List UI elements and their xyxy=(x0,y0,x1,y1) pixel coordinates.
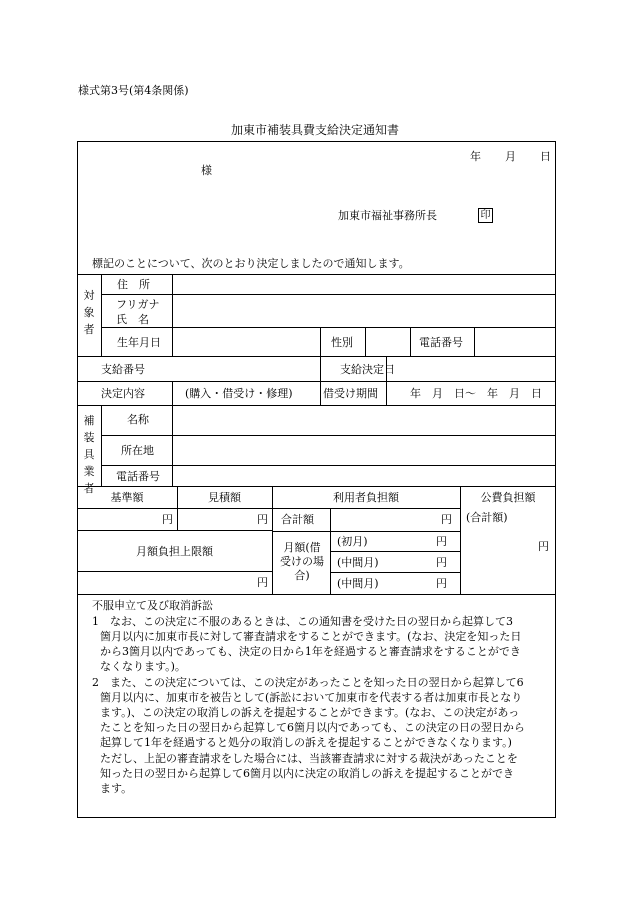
estimate-header: 見積額 xyxy=(208,491,241,504)
vendor-phone-label: 電話番号 xyxy=(116,470,160,483)
base-amount-header: 基準額 xyxy=(110,491,144,504)
middle-month-yen-1: 円 xyxy=(436,556,447,569)
appeal-line-4: なくなります。)。 xyxy=(100,660,186,673)
appeal-line-5: 2 また、この決定については、この決定があったことを知った日の翌日から起算して6 xyxy=(92,676,524,689)
middle-month-label-2: (中間月) xyxy=(337,577,379,590)
monthly-limit-label: 月額負担上限額 xyxy=(136,545,213,558)
user-burden-header: 利用者負担額 xyxy=(333,491,399,504)
total-yen: 円 xyxy=(441,513,452,526)
rule-2 xyxy=(101,294,556,295)
rule-1 xyxy=(77,274,556,275)
rule-5 xyxy=(77,381,556,382)
monthly-lease-label: 月額(借受けの場合) xyxy=(280,541,324,582)
rule-10 xyxy=(77,508,460,509)
vline-k xyxy=(330,508,331,594)
decision-options: (購入・借受け・修理) xyxy=(185,387,293,400)
form-number: 様式第3号(第4条関係) xyxy=(78,84,189,97)
public-total-label: (合計額) xyxy=(466,511,508,524)
appeal-line-12: ます。 xyxy=(100,782,133,795)
rule-12 xyxy=(272,531,460,532)
phone-label: 電話番号 xyxy=(419,336,463,349)
vline-b xyxy=(172,381,173,405)
appeal-line-7: ます。)、この決定の取消しの訴えを提起することができます。(なお、この決定があっ xyxy=(100,706,520,719)
appeal-line-1: 1 なお、この決定に不服のあるときは、この通知書を受けた日の翌日から起算して3 xyxy=(92,615,513,628)
appeal-line-6: 箇月以内に、加東市を被告として(訴訟において加東市を代表する者は加東市長となり xyxy=(100,691,523,704)
public-burden-header: 公費負担額 xyxy=(480,491,536,504)
lease-period-label: 借受け期間 xyxy=(323,387,378,400)
gender-label: 性別 xyxy=(331,336,353,349)
vline-h xyxy=(474,327,475,356)
birthdate-label: 生年月日 xyxy=(117,336,161,349)
appeal-line-11: 知った日の翌日から起算して6箇月以内に決定の取消しの訴えを提起することができ xyxy=(100,767,514,780)
rule-6 xyxy=(77,405,556,406)
vline-vendor xyxy=(101,405,102,486)
date-day-label: 日 xyxy=(540,150,551,163)
monthly-limit-yen: 円 xyxy=(257,576,268,589)
lease-period-value: 年 月 日～ 年 月 日 xyxy=(410,387,542,400)
document-title: 加東市補装具費支給決定通知書 xyxy=(230,123,399,137)
rule-4 xyxy=(77,356,556,357)
appeal-line-9: 起算して1年を経過すると処分の取消しの訴えを提起することができなくなります。) xyxy=(100,736,512,749)
rule-3 xyxy=(101,327,556,328)
rule-15 xyxy=(330,572,460,573)
first-month-yen: 円 xyxy=(436,535,447,548)
vendor-name-label: 名称 xyxy=(127,413,149,426)
issuer-name: 加東市福祉事務所長 xyxy=(338,209,437,222)
vline-a xyxy=(172,274,173,356)
appeal-line-8: たことを知った日の翌日から起算して6箇月以内であっても、この決定の日の翌日から xyxy=(100,721,525,734)
intro-text: 標記のことについて、次のとおり決定しましたので通知します。 xyxy=(92,257,410,270)
rule-9 xyxy=(77,486,556,487)
target-section-label: 対象者 xyxy=(83,289,95,336)
appeal-heading: 不服申立て及び取消訴訟 xyxy=(92,599,213,612)
vline-d xyxy=(320,327,321,405)
vendor-location-label: 所在地 xyxy=(121,444,154,457)
decision-content-label: 決定内容 xyxy=(101,387,145,400)
base-yen: 円 xyxy=(162,513,173,526)
first-month-label: (初月) xyxy=(337,535,368,548)
vline-c xyxy=(172,405,173,486)
vline-target xyxy=(101,274,102,356)
rule-7 xyxy=(101,435,556,436)
payment-decision-date-label: 支給決定日 xyxy=(340,363,395,376)
furigana-label: フリガナ xyxy=(116,298,160,311)
address-label: 住 所 xyxy=(117,278,150,291)
payment-number-label: 支給番号 xyxy=(101,363,145,376)
rule-8 xyxy=(101,465,556,466)
vline-e xyxy=(365,327,366,356)
middle-month-yen-2: 円 xyxy=(436,577,447,590)
middle-month-label-1: (中間月) xyxy=(337,556,379,569)
vline-g xyxy=(410,327,411,356)
estimate-yen: 円 xyxy=(257,513,268,526)
rule-14 xyxy=(77,571,272,572)
rule-13 xyxy=(330,551,460,552)
appeal-line-2: 箇月以内に加東市長に対して審査請求をすることができます。(なお、決定を知った日 xyxy=(100,630,522,643)
date-year-label: 年 xyxy=(470,150,481,163)
total-label: 合計額 xyxy=(281,513,314,526)
addressee-suffix: 様 xyxy=(201,164,212,177)
rule-11 xyxy=(77,530,272,531)
name-label: 氏 名 xyxy=(116,313,149,326)
vendor-section-label: 補装具業者 xyxy=(83,414,95,495)
appeal-line-3: から3箇月以内であっても、決定の日から1年を経過すると審査請求をすることができ xyxy=(100,645,521,658)
seal-mark: 印 xyxy=(478,208,493,223)
date-month-label: 月 xyxy=(505,150,516,163)
rule-16 xyxy=(77,594,556,595)
public-yen: 円 xyxy=(538,540,549,553)
appeal-line-10: ただし、上記の審査請求をした場合には、当該審査請求に対する裁決があったことを xyxy=(100,752,518,765)
